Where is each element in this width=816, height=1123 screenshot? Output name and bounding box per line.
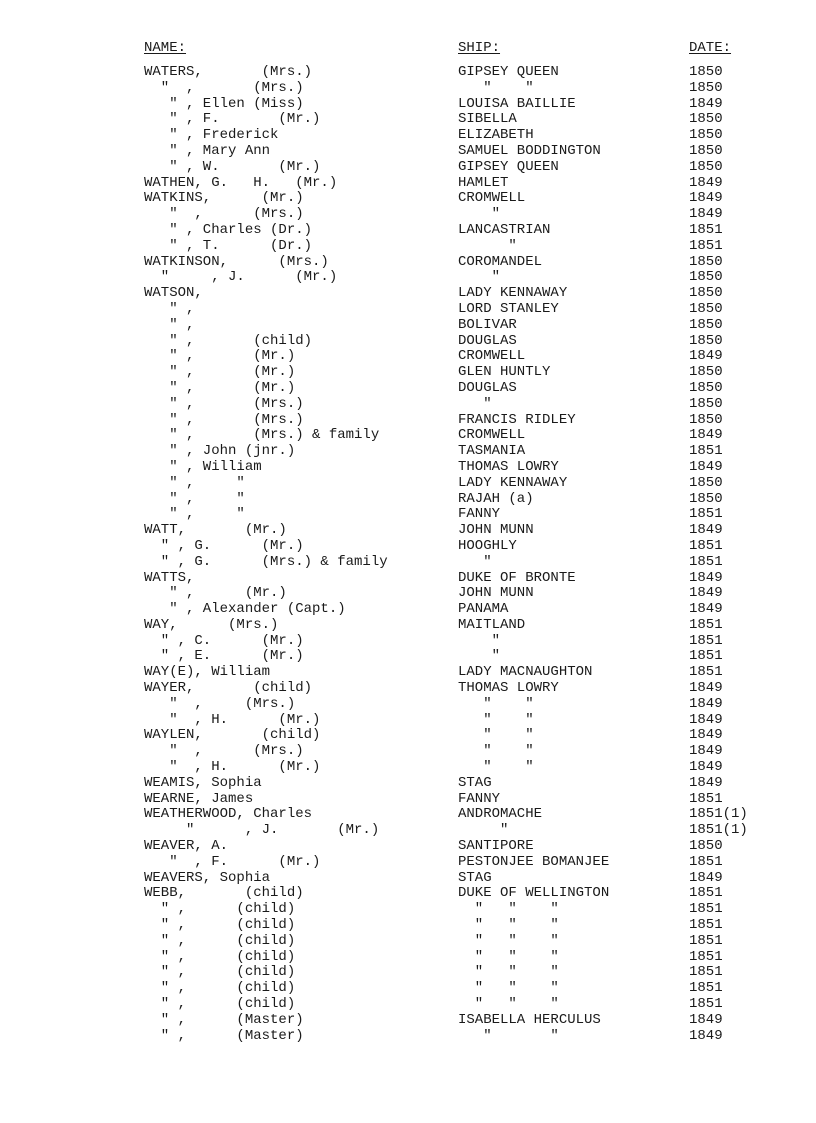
arrival-date: 1849	[689, 743, 723, 760]
ship-name: LORD STANLEY	[458, 300, 559, 317]
ship-name: "	[458, 237, 517, 254]
arrival-date: 1851	[689, 553, 723, 570]
list-row	[0, 239, 816, 255]
list-row	[0, 823, 816, 839]
ship-name: "	[458, 395, 492, 412]
passenger-name: WAY(E), William	[144, 664, 271, 681]
ship-name: DOUGLAS	[458, 332, 517, 349]
passenger-name: " , (Mr.)	[144, 379, 296, 396]
list-row	[0, 365, 816, 381]
ship-name: SANTIPORE	[458, 838, 534, 855]
list-row	[0, 334, 816, 350]
list-row	[0, 776, 816, 792]
ship-name: SAMUEL BODDINGTON	[458, 142, 601, 159]
list-row	[0, 65, 816, 81]
passenger-name: WATKINS, (Mr.)	[144, 190, 304, 207]
passenger-name: " , (Mrs.)	[144, 743, 304, 760]
ship-name: " " "	[458, 948, 559, 965]
ship-name: TASMANIA	[458, 443, 526, 460]
arrival-date: 1850	[689, 332, 723, 349]
ship-name: " " "	[458, 917, 559, 934]
list-row	[0, 112, 816, 128]
ship-name: CROMWELL	[458, 427, 526, 444]
list-row	[0, 918, 816, 934]
list-row	[0, 697, 816, 713]
passenger-name: " ,	[144, 300, 195, 317]
arrival-date: 1849	[689, 869, 723, 886]
arrival-date: 1850	[689, 127, 723, 144]
list-row	[0, 1029, 816, 1045]
arrival-date: 1850	[689, 838, 723, 855]
ship-name: BOLIVAR	[458, 316, 517, 333]
list-row	[0, 902, 816, 918]
ship-name: "	[458, 648, 501, 665]
arrival-date: 1849	[689, 759, 723, 776]
passenger-name: WEAMIS, Sophia	[144, 774, 262, 791]
ship-name: DOUGLAS	[458, 379, 517, 396]
passenger-name: WEBB, (child)	[144, 885, 304, 902]
passenger-name: " , C. (Mr.)	[144, 632, 304, 649]
arrival-date: 1849	[689, 585, 723, 602]
list-row	[0, 97, 816, 113]
passenger-name: " , Frederick	[144, 127, 279, 144]
passenger-name: " , (child)	[144, 901, 296, 918]
ship-name: " "	[458, 79, 534, 96]
arrival-date: 1851	[689, 221, 723, 238]
passenger-name: WEAVERS, Sophia	[144, 869, 271, 886]
passenger-name: " , E. (Mr.)	[144, 648, 304, 665]
list-row	[0, 492, 816, 508]
arrival-date: 1850	[689, 158, 723, 175]
arrival-date: 1849	[689, 711, 723, 728]
arrival-date: 1849	[689, 174, 723, 191]
passenger-name: " , F. (Mr.)	[144, 853, 321, 870]
arrival-date: 1851	[689, 917, 723, 934]
list-row	[0, 286, 816, 302]
passenger-name: " , (Mr.)	[144, 364, 296, 381]
passenger-name: " , (child)	[144, 932, 296, 949]
ship-name: FANNY	[458, 506, 501, 523]
list-row	[0, 223, 816, 239]
passenger-name: WEAVER, A.	[144, 838, 229, 855]
list-row	[0, 981, 816, 997]
list-row	[0, 397, 816, 413]
list-row	[0, 855, 816, 871]
list-row	[0, 81, 816, 97]
list-row	[0, 681, 816, 697]
ship-name: " " "	[458, 964, 559, 981]
arrival-date: 1850	[689, 379, 723, 396]
ship-name: " " "	[458, 980, 559, 997]
arrival-date: 1849	[689, 695, 723, 712]
passenger-name: " , (Mrs.)	[144, 695, 296, 712]
ship-name: "	[458, 553, 492, 570]
passenger-name: " , (child)	[144, 948, 296, 965]
list-row	[0, 507, 816, 523]
arrival-date: 1849	[689, 348, 723, 365]
list-row	[0, 255, 816, 271]
arrival-date: 1851	[689, 853, 723, 870]
ship-column-header: SHIP:	[458, 40, 501, 56]
arrival-date: 1851	[689, 506, 723, 523]
list-row	[0, 128, 816, 144]
arrival-date: 1851	[689, 537, 723, 554]
ship-name: DUKE OF WELLINGTON	[458, 885, 610, 902]
passenger-name: " , (Mrs.)	[144, 206, 304, 223]
list-row	[0, 381, 816, 397]
arrival-date: 1849	[689, 1011, 723, 1028]
arrival-date: 1850	[689, 142, 723, 159]
passenger-name: " , Alexander (Capt.)	[144, 601, 346, 618]
ship-name: JOHN MUNN	[458, 585, 534, 602]
arrival-date: 1850	[689, 64, 723, 80]
ship-name: LADY KENNAWAY	[458, 285, 568, 302]
list-row	[0, 476, 816, 492]
arrival-date: 1850	[689, 269, 723, 286]
arrival-date: 1849	[689, 206, 723, 223]
column-header-row	[0, 41, 816, 59]
ship-name: " " "	[458, 996, 559, 1013]
list-row	[0, 965, 816, 981]
arrival-date: 1850	[689, 79, 723, 96]
passenger-name: " , W. (Mr.)	[144, 158, 321, 175]
ship-name: HOOGHLY	[458, 537, 517, 554]
passenger-name: WEATHERWOOD, Charles	[144, 806, 313, 823]
ship-name: DUKE OF BRONTE	[458, 569, 576, 586]
list-row	[0, 349, 816, 365]
passenger-name: " , H. (Mr.)	[144, 711, 321, 728]
list-row	[0, 807, 816, 823]
arrival-date: 1851	[689, 790, 723, 807]
passenger-name: " , "	[144, 490, 245, 507]
ship-name: STAG	[458, 869, 492, 886]
ship-name: CROMWELL	[458, 348, 526, 365]
list-row	[0, 871, 816, 887]
passenger-name: " , H. (Mr.)	[144, 759, 321, 776]
arrival-date: 1850	[689, 490, 723, 507]
passenger-name: " , "	[144, 474, 245, 491]
arrival-date: 1851	[689, 237, 723, 254]
ship-name: "	[458, 269, 501, 286]
list-row	[0, 950, 816, 966]
passenger-name: " , G. (Mr.)	[144, 537, 304, 554]
arrival-date: 1850	[689, 395, 723, 412]
list-row	[0, 176, 816, 192]
ship-name: " "	[458, 711, 534, 728]
arrival-date: 1851	[689, 664, 723, 681]
list-row	[0, 997, 816, 1013]
list-row	[0, 634, 816, 650]
passenger-name: WEARNE, James	[144, 790, 254, 807]
ship-name: ISABELLA HERCULUS	[458, 1011, 601, 1028]
ship-name: "	[458, 822, 509, 839]
arrival-date: 1850	[689, 285, 723, 302]
ship-name: " " "	[458, 901, 559, 918]
passenger-name: WATERS, (Mrs.)	[144, 64, 313, 80]
ship-name: LADY KENNAWAY	[458, 474, 568, 491]
list-row	[0, 744, 816, 760]
ship-name: " "	[458, 727, 534, 744]
list-row	[0, 665, 816, 681]
passenger-name: WATKINSON, (Mrs.)	[144, 253, 329, 270]
list-row	[0, 1013, 816, 1029]
list-row	[0, 539, 816, 555]
list-row	[0, 934, 816, 950]
ship-name: FANNY	[458, 790, 501, 807]
ship-name: COROMANDEL	[458, 253, 543, 270]
passenger-name: " , John (jnr.)	[144, 443, 296, 460]
passenger-name: WATHEN, G. H. (Mr.)	[144, 174, 338, 191]
passenger-name: WAYLEN, (child)	[144, 727, 321, 744]
arrival-date: 1851(1)	[689, 822, 748, 839]
passenger-name: " , (child)	[144, 332, 313, 349]
arrival-date: 1851(1)	[689, 806, 748, 823]
ship-name: HAMLET	[458, 174, 509, 191]
ship-name: "	[458, 206, 501, 223]
passenger-name: " , (Mr.)	[144, 348, 296, 365]
passenger-name: " , Mary Ann	[144, 142, 271, 159]
ship-name: RAJAH (a)	[458, 490, 534, 507]
arrival-date: 1851	[689, 648, 723, 665]
arrival-date: 1850	[689, 111, 723, 128]
ship-name: " "	[458, 695, 534, 712]
ship-name: " "	[458, 759, 534, 776]
passenger-name: " ,	[144, 316, 195, 333]
list-row	[0, 413, 816, 429]
passenger-name: " , J. (Mr.)	[144, 269, 338, 286]
ship-name: LADY MACNAUGHTON	[458, 664, 593, 681]
arrival-date: 1851	[689, 980, 723, 997]
passenger-name: " , (child)	[144, 996, 296, 1013]
ship-name: STAG	[458, 774, 492, 791]
arrival-date: 1851	[689, 443, 723, 460]
list-row	[0, 571, 816, 587]
arrival-date: 1849	[689, 95, 723, 112]
ship-name: GLEN HUNTLY	[458, 364, 551, 381]
passenger-name: WAYER, (child)	[144, 680, 313, 697]
arrival-date: 1850	[689, 253, 723, 270]
passenger-name: " , F. (Mr.)	[144, 111, 321, 128]
list-row	[0, 839, 816, 855]
list-row	[0, 428, 816, 444]
arrival-date: 1849	[689, 727, 723, 744]
list-row	[0, 713, 816, 729]
arrival-date: 1851	[689, 632, 723, 649]
arrival-date: 1850	[689, 316, 723, 333]
arrival-date: 1849	[689, 569, 723, 586]
arrival-date: 1851	[689, 996, 723, 1013]
list-row	[0, 728, 816, 744]
ship-name: " "	[458, 743, 534, 760]
passenger-name: " , Ellen (Miss)	[144, 95, 304, 112]
arrival-date: 1849	[689, 427, 723, 444]
list-row	[0, 586, 816, 602]
ship-name: FRANCIS RIDLEY	[458, 411, 576, 428]
passenger-name: WAY, (Mrs.)	[144, 616, 279, 633]
ship-name: LOUISA BAILLIE	[458, 95, 576, 112]
ship-name: LANCASTRIAN	[458, 221, 551, 238]
list-row	[0, 270, 816, 286]
ship-name: PANAMA	[458, 601, 509, 618]
passenger-name: " , (Mrs.)	[144, 79, 304, 96]
ship-name: JOHN MUNN	[458, 522, 534, 539]
ship-name: " "	[458, 1027, 559, 1044]
passenger-name: " , (Mrs.) & family	[144, 427, 380, 444]
arrival-date: 1851	[689, 901, 723, 918]
list-row	[0, 191, 816, 207]
ship-name: GIPSEY QUEEN	[458, 64, 559, 80]
arrival-date: 1850	[689, 364, 723, 381]
passenger-name: WATSON,	[144, 285, 203, 302]
date-column-header: DATE:	[689, 40, 732, 56]
passenger-name: " , (Master)	[144, 1027, 304, 1044]
arrival-date: 1851	[689, 616, 723, 633]
passenger-name: " , (Mr.)	[144, 585, 287, 602]
list-row	[0, 302, 816, 318]
passenger-name: " , (Mrs.)	[144, 411, 304, 428]
passenger-name: WATT, (Mr.)	[144, 522, 287, 539]
arrival-date: 1851	[689, 932, 723, 949]
passenger-name: " , (Master)	[144, 1011, 304, 1028]
passenger-name: " , (child)	[144, 917, 296, 934]
passenger-name: " , (child)	[144, 964, 296, 981]
list-row	[0, 602, 816, 618]
passenger-name: " , William	[144, 458, 262, 475]
ship-name: PESTONJEE BOMANJEE	[458, 853, 610, 870]
list-row	[0, 318, 816, 334]
passenger-list	[0, 65, 816, 1044]
list-row	[0, 792, 816, 808]
list-row	[0, 886, 816, 902]
name-column-header: NAME:	[144, 40, 187, 56]
ship-name: MAITLAND	[458, 616, 526, 633]
arrival-date: 1849	[689, 1027, 723, 1044]
ship-name: THOMAS LOWRY	[458, 680, 559, 697]
list-row	[0, 460, 816, 476]
arrival-date: 1849	[689, 680, 723, 697]
arrival-date: 1851	[689, 885, 723, 902]
ship-name: GIPSEY QUEEN	[458, 158, 559, 175]
list-row	[0, 618, 816, 634]
arrival-date: 1850	[689, 300, 723, 317]
passenger-name: " , J. (Mr.)	[144, 822, 380, 839]
ship-name: ELIZABETH	[458, 127, 534, 144]
list-row	[0, 523, 816, 539]
list-row	[0, 160, 816, 176]
list-row	[0, 649, 816, 665]
arrival-date: 1849	[689, 601, 723, 618]
ship-name: SIBELLA	[458, 111, 517, 128]
arrival-date: 1849	[689, 522, 723, 539]
list-row	[0, 144, 816, 160]
ship-name: "	[458, 632, 501, 649]
ship-name: ANDROMACHE	[458, 806, 543, 823]
list-row	[0, 760, 816, 776]
ship-name: THOMAS LOWRY	[458, 458, 559, 475]
list-row	[0, 444, 816, 460]
list-row	[0, 207, 816, 223]
arrival-date: 1851	[689, 964, 723, 981]
passenger-name: " , Charles (Dr.)	[144, 221, 313, 238]
passenger-name: " , (child)	[144, 980, 296, 997]
arrival-date: 1851	[689, 948, 723, 965]
arrival-date: 1849	[689, 190, 723, 207]
arrival-date: 1850	[689, 474, 723, 491]
passenger-name: " , T. (Dr.)	[144, 237, 313, 254]
passenger-name: " , (Mrs.)	[144, 395, 304, 412]
passenger-name: WATTS,	[144, 569, 195, 586]
arrival-date: 1849	[689, 458, 723, 475]
ship-name: " " "	[458, 932, 559, 949]
ship-name: CROMWELL	[458, 190, 526, 207]
arrival-date: 1849	[689, 774, 723, 791]
arrival-date: 1850	[689, 411, 723, 428]
passenger-name: " , G. (Mrs.) & family	[144, 553, 388, 570]
passenger-name: " , "	[144, 506, 245, 523]
list-row	[0, 555, 816, 571]
